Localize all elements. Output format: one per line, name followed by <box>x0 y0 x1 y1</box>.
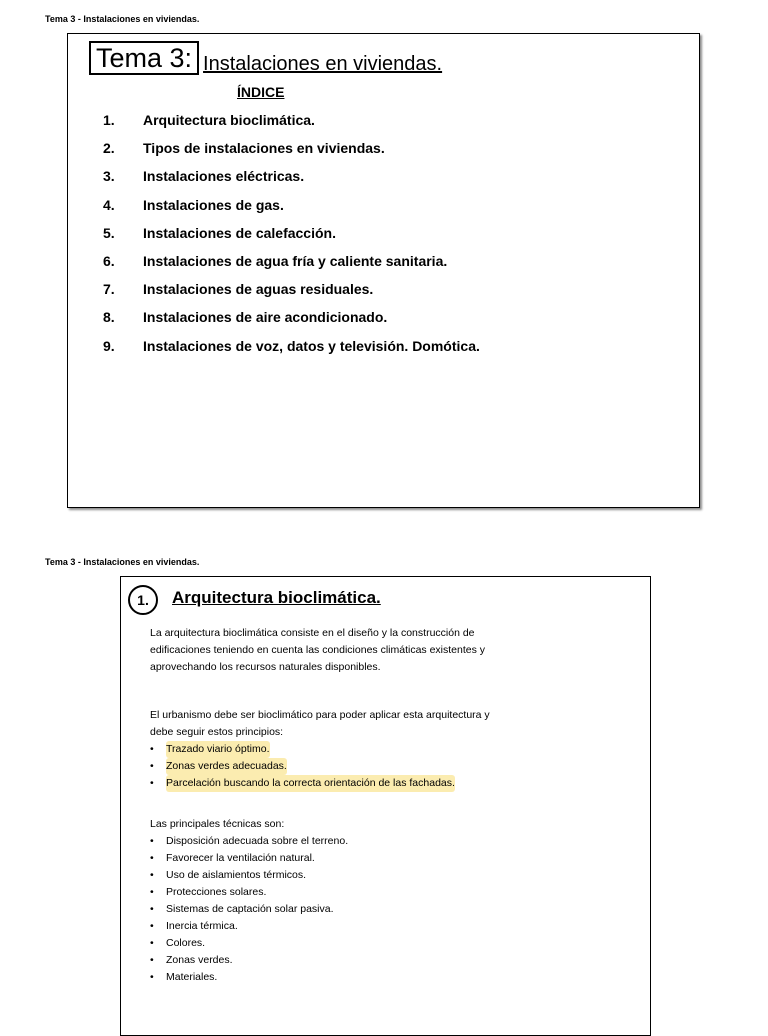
page-header: Tema 3 - Instalaciones en viviendas. <box>45 14 200 24</box>
toc-number: 4. <box>103 196 115 213</box>
list-item-text: Disposición adecuada sobre el terreno. <box>166 835 349 847</box>
list-item <box>150 935 530 952</box>
toc-item <box>103 338 480 366</box>
list-item <box>150 969 530 986</box>
highlighted-text: Trazado viario óptimo. <box>166 741 270 758</box>
toc-number: 3. <box>103 168 115 185</box>
techniques-paragraph <box>150 816 530 986</box>
list-item-text: Sistemas de captación solar pasiva. <box>166 903 334 915</box>
bullet-icon: • <box>150 869 154 881</box>
bullet-icon: • <box>150 920 154 932</box>
toc-text: Instalaciones de calefacción. <box>143 224 336 241</box>
toc-text: Instalaciones eléctricas. <box>143 168 305 185</box>
list-item <box>150 850 530 867</box>
bullet-icon: • <box>150 903 154 915</box>
toc-item <box>103 309 480 337</box>
tema-subtitle: Instalaciones en viviendas. <box>203 53 443 75</box>
highlighted-text: Zonas verdes adecuadas. <box>166 758 287 775</box>
bullet-icon: • <box>150 971 154 983</box>
toc-text: Instalaciones de aire acondicionado. <box>143 309 388 326</box>
text-line: debe seguir estos principios: <box>150 726 284 738</box>
highlighted-text: Parcelación buscando la correcta orientación de las fachadas. <box>166 775 455 792</box>
list-item <box>150 952 530 969</box>
toc-number: 1. <box>103 112 115 128</box>
toc-item <box>103 197 480 225</box>
list-item <box>150 758 530 775</box>
list-item <box>150 901 530 918</box>
toc-item <box>103 253 480 281</box>
tema-label: Tema 3: <box>89 41 199 75</box>
toc-item <box>103 140 480 168</box>
list-item-text: Protecciones solares. <box>166 886 267 898</box>
toc-text: Tipos de instalaciones en viviendas. <box>143 140 385 157</box>
text-line: edificaciones teniendo en cuenta las condiciones climáticas existentes y <box>150 644 486 656</box>
principles-list <box>150 741 530 792</box>
toc-text: Instalaciones de agua fría y caliente sanitaria. <box>143 252 448 269</box>
toc-item <box>103 112 480 140</box>
index-slide <box>67 33 700 508</box>
section-slide <box>120 576 651 1036</box>
list-item <box>150 867 530 884</box>
indice-heading: ÍNDICE <box>237 84 285 100</box>
bullet-icon: • <box>150 835 154 847</box>
list-item-text: Colores. <box>166 937 206 949</box>
section-number-circle: 1. <box>128 585 158 615</box>
toc-text: Instalaciones de voz, datos y televisión. Domótica. <box>143 337 480 354</box>
toc-text: Instalaciones de gas. <box>143 196 284 213</box>
list-item-text: Inercia térmica. <box>166 920 238 932</box>
toc-number: 2. <box>103 140 115 157</box>
slide-title <box>89 41 442 75</box>
bullet-icon: • <box>150 954 154 966</box>
table-of-contents <box>103 112 480 366</box>
toc-number: 8. <box>103 309 115 326</box>
page-header: Tema 3 - Instalaciones en viviendas. <box>45 557 200 567</box>
section-title: Arquitectura bioclimática. <box>172 588 381 607</box>
bullet-icon: • <box>150 760 154 772</box>
toc-number: 5. <box>103 224 115 241</box>
intro-paragraph <box>150 625 530 676</box>
list-item-text: Favorecer la ventilación natural. <box>166 852 315 864</box>
text-line: Las principales técnicas son: <box>150 818 285 830</box>
toc-item <box>103 168 480 196</box>
text-line: aprovechando los recursos naturales disponibles. <box>150 661 381 673</box>
techniques-list <box>150 833 530 986</box>
urbanismo-paragraph <box>150 707 530 792</box>
list-item-text: Uso de aislamientos térmicos. <box>166 869 307 881</box>
toc-item <box>103 281 480 309</box>
list-item <box>150 918 530 935</box>
list-item <box>150 741 530 758</box>
toc-number: 7. <box>103 281 115 298</box>
list-item <box>150 833 530 850</box>
toc-text: Instalaciones de aguas residuales. <box>143 281 374 298</box>
toc-text: Arquitectura bioclimática. <box>143 112 315 128</box>
bullet-icon: • <box>150 886 154 898</box>
text-line: La arquitectura bioclimática consiste en el diseño y la construcción de <box>150 627 475 639</box>
toc-number: 9. <box>103 337 115 354</box>
bullet-icon: • <box>150 777 154 789</box>
list-item <box>150 775 530 792</box>
bullet-icon: • <box>150 743 154 755</box>
list-item <box>150 884 530 901</box>
bullet-icon: • <box>150 852 154 864</box>
toc-item <box>103 225 480 253</box>
toc-number: 6. <box>103 252 115 269</box>
list-item-text: Zonas verdes. <box>166 954 233 966</box>
text-line: El urbanismo debe ser bioclimático para poder aplicar esta arquitectura y <box>150 709 490 721</box>
bullet-icon: • <box>150 937 154 949</box>
list-item-text: Materiales. <box>166 971 218 983</box>
